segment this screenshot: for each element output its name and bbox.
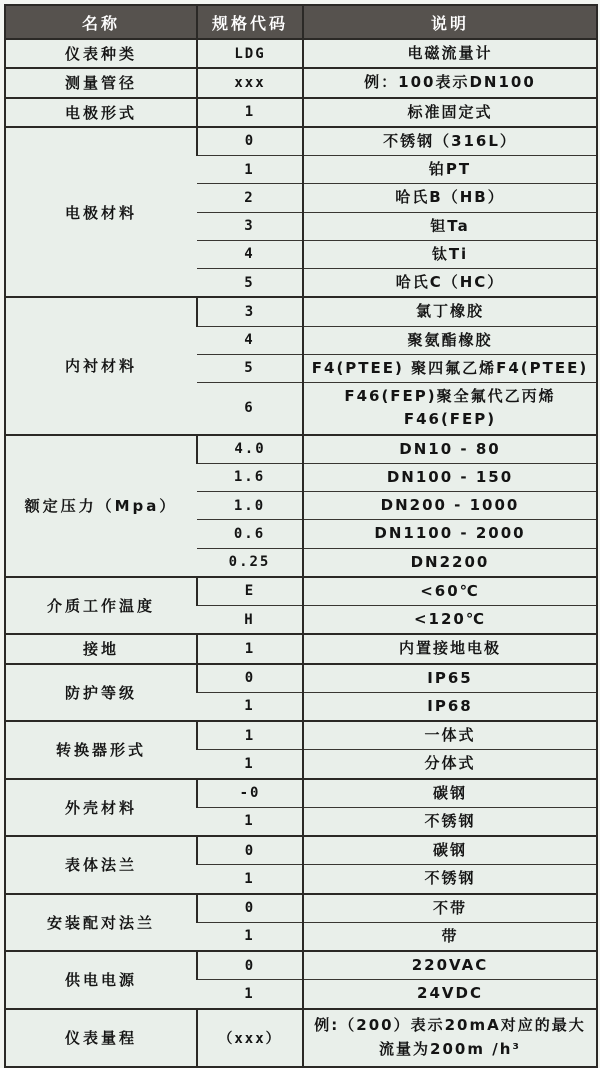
table-row: [5, 577, 597, 606]
description-cell: 铂PT: [303, 156, 597, 184]
description-cell: 钛Ti: [303, 240, 597, 268]
spec-code-cell: 0: [197, 127, 303, 156]
table-row: [5, 634, 597, 663]
description-cell: 例：100表示DN100: [303, 68, 597, 97]
spec-code-cell: 0: [197, 894, 303, 923]
spec-code-cell: -0: [197, 779, 303, 808]
spec-code-cell: 3: [197, 297, 303, 326]
spec-code-cell: 0.25: [197, 548, 303, 577]
table-row: [5, 664, 597, 693]
spec-code-cell: 0: [197, 951, 303, 980]
description-cell: <60℃: [303, 577, 597, 606]
description-cell: 哈氏C（HC）: [303, 269, 597, 298]
table-row: [5, 127, 597, 156]
table-row: [5, 98, 597, 127]
group-name-cell: 防护等级: [5, 664, 197, 722]
description-cell: 220VAC: [303, 951, 597, 980]
description-cell: 分体式: [303, 750, 597, 779]
description-cell: DN200 - 1000: [303, 492, 597, 520]
description-cell: 内置接地电极: [303, 634, 597, 663]
spec-code-cell: 2: [197, 184, 303, 212]
table-row: [5, 297, 597, 326]
spec-code-cell: （xxx）: [197, 1009, 303, 1067]
description-cell: 不锈钢: [303, 807, 597, 836]
spec-code-cell: 1: [197, 865, 303, 894]
table-row: [5, 779, 597, 808]
spec-code-cell: 1: [197, 634, 303, 663]
spec-code-cell: 1: [197, 750, 303, 779]
group-name-cell: 内衬材料: [5, 297, 197, 434]
spec-code-cell: 4: [197, 326, 303, 354]
table-row: [5, 721, 597, 750]
description-cell: 不带: [303, 894, 597, 923]
table-body: [5, 39, 597, 1067]
group-name-cell: 测量管径: [5, 68, 197, 97]
description-cell: 氯丁橡胶: [303, 297, 597, 326]
spec-code-cell: E: [197, 577, 303, 606]
group-name-cell: 电极材料: [5, 127, 197, 298]
description-cell: F4(PTEE) 聚四氟乙烯F4(PTEE): [303, 354, 597, 382]
group-name-cell: 仪表量程: [5, 1009, 197, 1067]
description-cell: DN10 - 80: [303, 435, 597, 464]
spec-code-cell: 1: [197, 721, 303, 750]
spec-code-cell: 6: [197, 383, 303, 435]
spec-code-cell: LDG: [197, 39, 303, 68]
spec-code-cell: H: [197, 606, 303, 635]
group-name-cell: 仪表种类: [5, 39, 197, 68]
spec-code-cell: 1: [197, 807, 303, 836]
group-name-cell: 安装配对法兰: [5, 894, 197, 952]
column-header-code: 规格代码: [197, 5, 303, 39]
table-row: [5, 68, 597, 97]
description-cell: 钽Ta: [303, 212, 597, 240]
group-name-cell: 接地: [5, 634, 197, 663]
spec-code-cell: 0: [197, 836, 303, 865]
spec-code-table: [4, 4, 598, 1068]
spec-code-cell: 5: [197, 269, 303, 298]
description-cell: 24VDC: [303, 980, 597, 1009]
spec-code-cell: 1.0: [197, 492, 303, 520]
column-header-name: 名称: [5, 5, 197, 39]
description-cell: 带: [303, 922, 597, 951]
spec-code-cell: 4: [197, 240, 303, 268]
spec-code-cell: 1: [197, 922, 303, 951]
header-row: [5, 5, 597, 39]
description-cell: 一体式: [303, 721, 597, 750]
spec-code-cell: 0: [197, 664, 303, 693]
spec-code-cell: 3: [197, 212, 303, 240]
group-name-cell: 额定压力（Mpa）: [5, 435, 197, 577]
description-cell: IP65: [303, 664, 597, 693]
description-cell: IP68: [303, 692, 597, 721]
group-name-cell: 表体法兰: [5, 836, 197, 894]
group-name-cell: 供电电源: [5, 951, 197, 1009]
table-row: [5, 435, 597, 464]
description-cell: 不锈钢: [303, 865, 597, 894]
description-cell: F46(FEP)聚全氟代乙丙烯F46(FEP): [303, 383, 597, 435]
description-cell: 碳钢: [303, 836, 597, 865]
spec-code-cell: 1: [197, 98, 303, 127]
table-row: [5, 894, 597, 923]
column-header-description: 说明: [303, 5, 597, 39]
group-name-cell: 介质工作温度: [5, 577, 197, 635]
description-cell: 标准固定式: [303, 98, 597, 127]
table-row: [5, 39, 597, 68]
description-cell: 哈氏B（HB）: [303, 184, 597, 212]
group-name-cell: 电极形式: [5, 98, 197, 127]
spec-code-cell: 1: [197, 156, 303, 184]
spec-code-cell: 1: [197, 980, 303, 1009]
description-cell: 不锈钢（316L）: [303, 127, 597, 156]
table-row: [5, 836, 597, 865]
spec-code-cell: 1: [197, 692, 303, 721]
description-cell: DN2200: [303, 548, 597, 577]
table-header: [5, 5, 597, 39]
description-cell: 聚氨酯橡胶: [303, 326, 597, 354]
description-cell: DN1100 - 2000: [303, 520, 597, 548]
table-row: [5, 951, 597, 980]
spec-code-cell: 5: [197, 354, 303, 382]
spec-code-cell: 0.6: [197, 520, 303, 548]
spec-code-cell: 1.6: [197, 463, 303, 491]
description-cell: <120℃: [303, 606, 597, 635]
description-cell: 电磁流量计: [303, 39, 597, 68]
table-row: [5, 1009, 597, 1067]
description-cell: DN100 - 150: [303, 463, 597, 491]
description-cell: 例:（200）表示20mA对应的最大 流量为200m /h³: [303, 1009, 597, 1067]
group-name-cell: 转换器形式: [5, 721, 197, 779]
spec-code-cell: 4.0: [197, 435, 303, 464]
description-cell: 碳钢: [303, 779, 597, 808]
group-name-cell: 外壳材料: [5, 779, 197, 837]
spec-code-cell: xxx: [197, 68, 303, 97]
